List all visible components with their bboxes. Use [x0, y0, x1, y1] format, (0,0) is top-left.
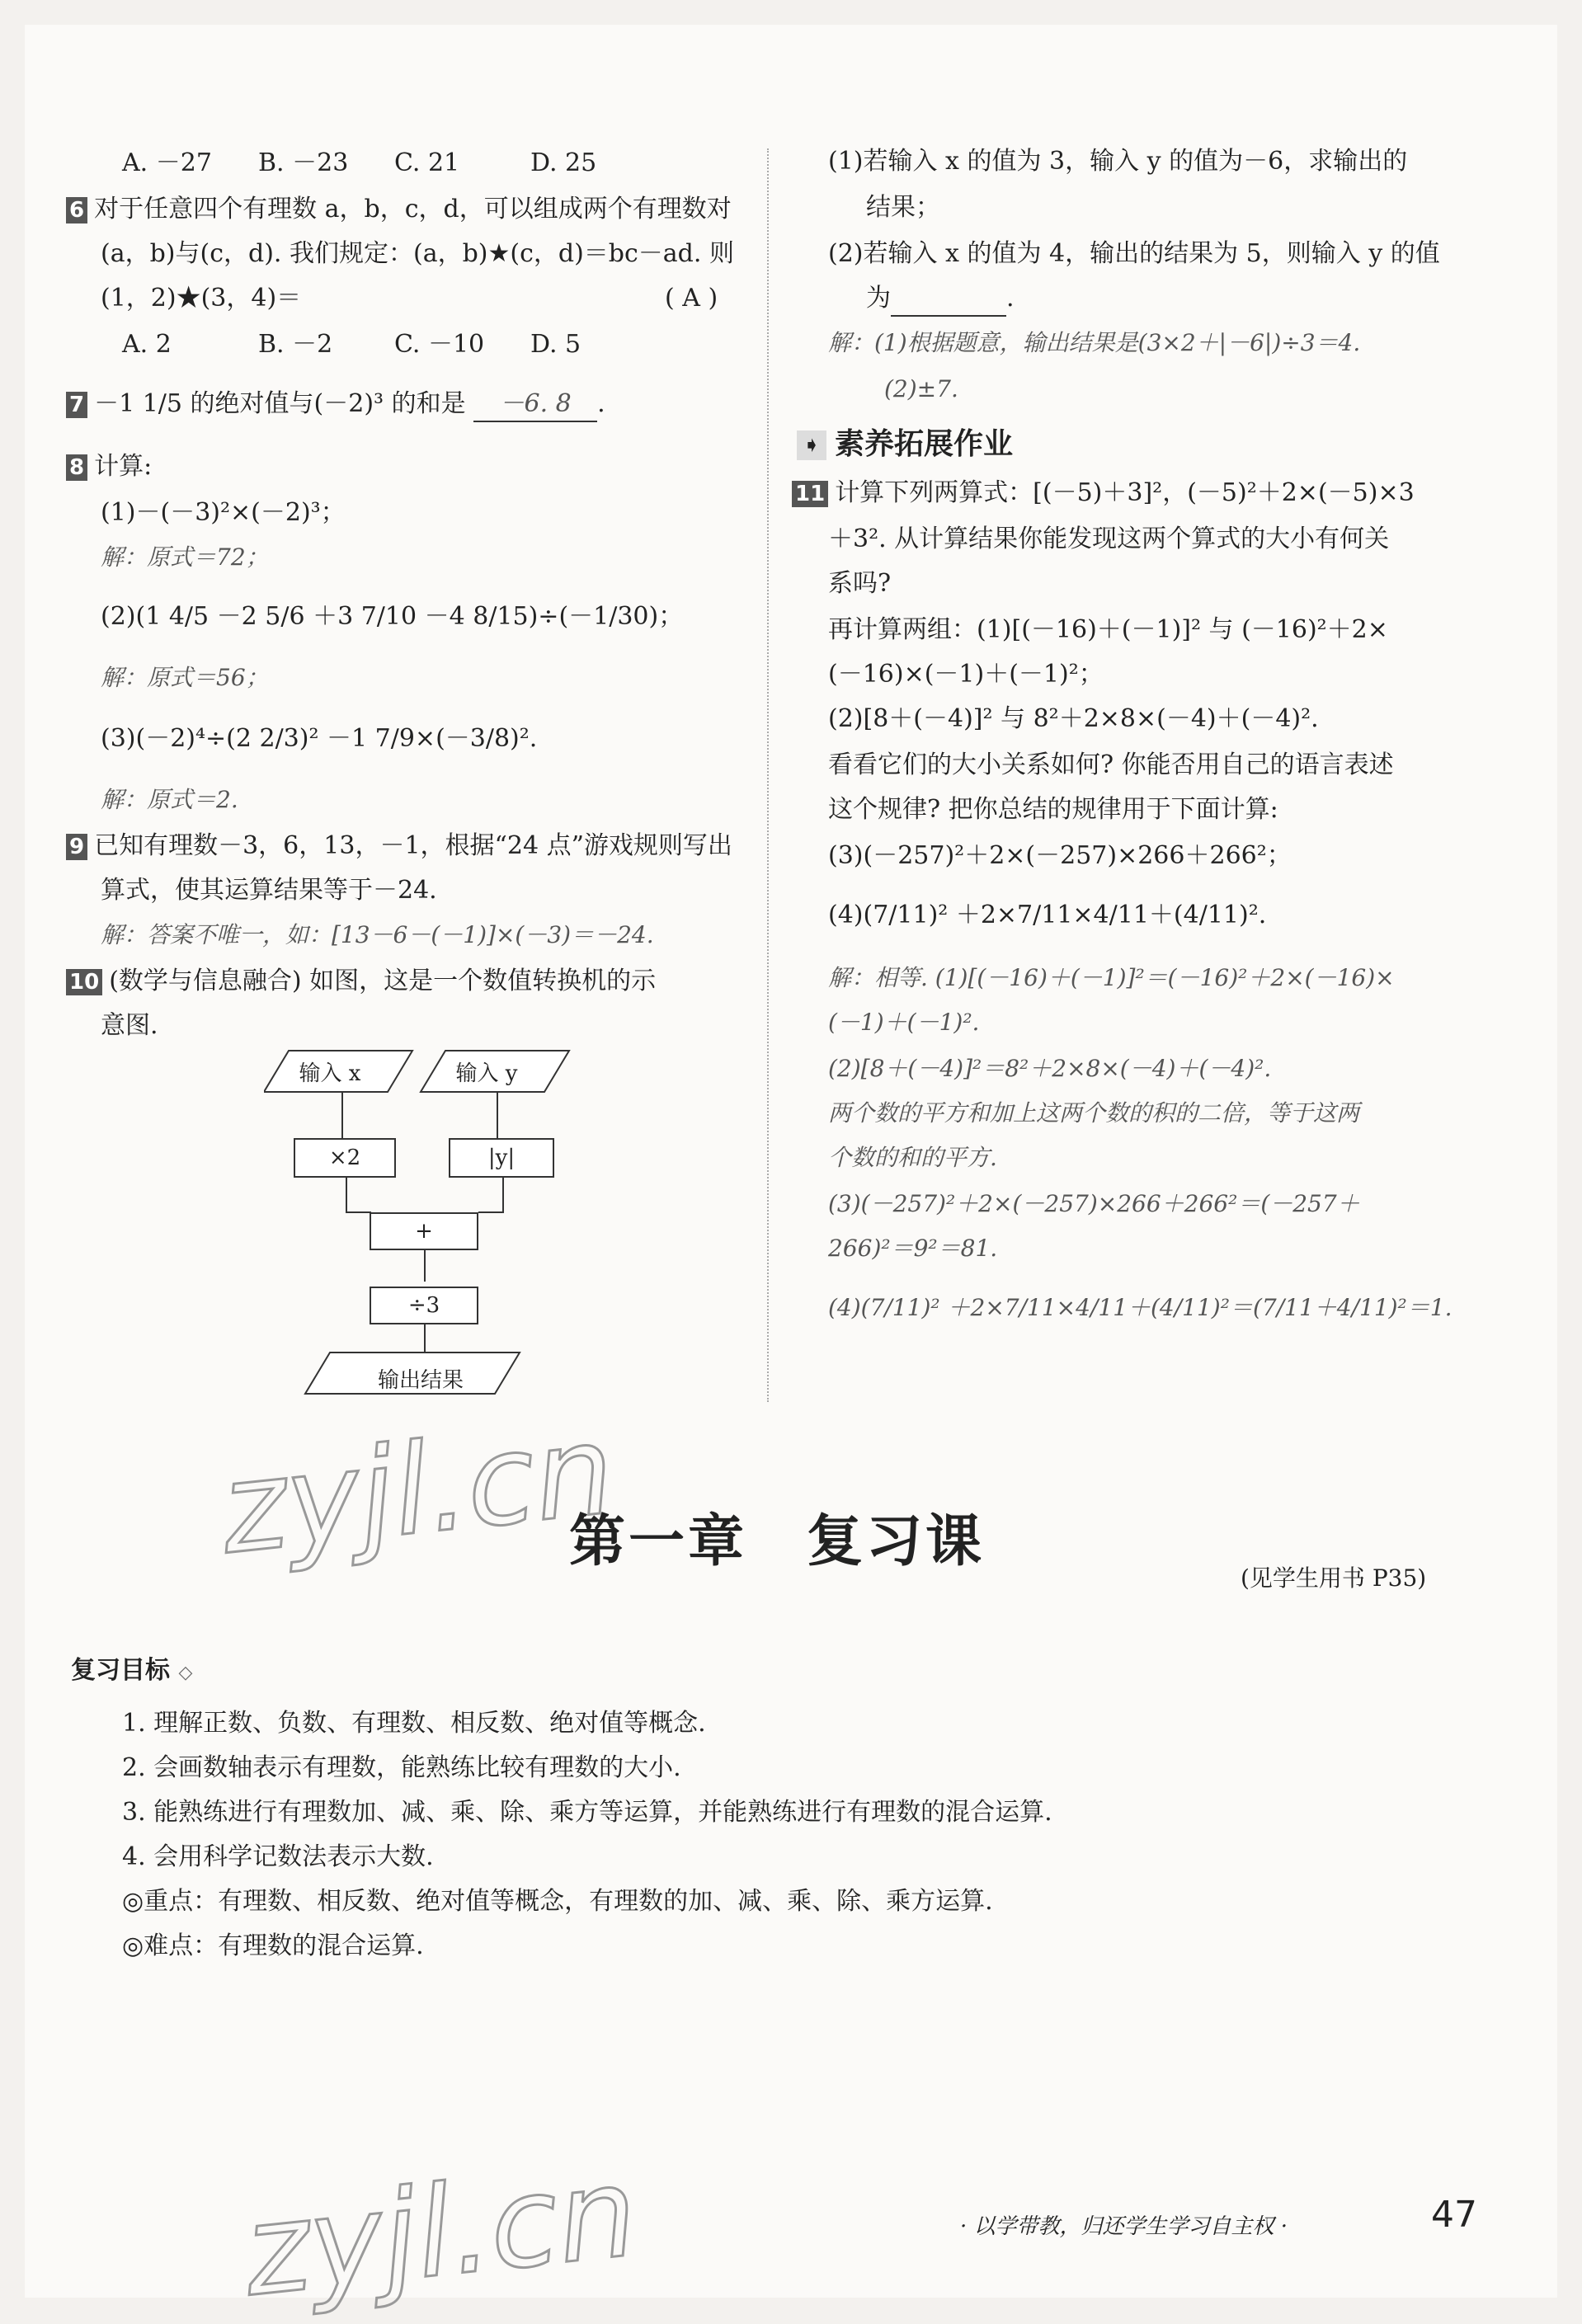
- q6-answer: ( A ): [665, 284, 718, 313]
- q10-line1: [66, 965, 656, 998]
- flow-times2-box: ×2: [294, 1138, 396, 1178]
- watermark-bottom: zyjl.cn: [238, 2140, 643, 2324]
- section-heading: [797, 421, 1013, 463]
- arrow-icon: ➧: [797, 430, 826, 460]
- column-divider: [767, 148, 769, 1402]
- flow-plus-box: +: [370, 1212, 478, 1250]
- chapter-ref: (见学生用书 P35): [1241, 1564, 1427, 1592]
- review-item-3: 3. 能熟练进行有理数加、减、乘、除、乘方等运算，并能熟练进行有理数的混合运算.: [122, 1798, 1052, 1827]
- review-heading: 复习目标: [71, 1656, 170, 1685]
- review-item-1: 1. 理解正数、负数、有理数、相反数、绝对值等概念.: [122, 1709, 706, 1738]
- q9-line2: 算式，使其运算结果等于－24.: [101, 876, 437, 905]
- q8-number: 8: [66, 454, 87, 481]
- q9-text1: 已知有理数－3，6，13，－1，根据“24 点”游戏规则写出: [94, 831, 732, 860]
- review-key: ◎重点：有理数、相反数、绝对值等概念，有理数的加、减、乘、除、乘方运算.: [122, 1887, 993, 1916]
- q11-l3: 系吗?: [828, 569, 892, 598]
- q11-l9: (3)(－257)²＋2×(－257)×266＋266²；: [828, 841, 1292, 870]
- flow-output: 输出结果: [377, 1368, 464, 1393]
- q8-sol1: 解：原式＝72；: [101, 543, 269, 571]
- watermark-top: zyjl.cn: [214, 1398, 620, 1583]
- q9-sol: 解：答案不唯一，如：[13－6－(－1)]×(－3)＝－24.: [101, 921, 654, 948]
- q6-line3: (1，2)★(3，4)＝: [101, 284, 302, 313]
- review-item-4: 4. 会用科学记数法表示大数.: [122, 1842, 434, 1871]
- q10-p2end: .: [1006, 284, 1015, 313]
- footer-motto: · 以学带教，归还学生学习自主权 ·: [960, 2214, 1288, 2239]
- section-title: 素养拓展作业: [835, 427, 1014, 461]
- flow-input-x: 输入 x: [299, 1061, 361, 1086]
- review-difficult: ◎难点：有理数的混合运算.: [122, 1931, 424, 1960]
- q11-l1: [792, 477, 1415, 510]
- review-item-2: 2. 会画数轴表示有理数，能熟练比较有理数的大小.: [122, 1753, 681, 1782]
- q11-s5: 个数的和的平方.: [828, 1144, 997, 1171]
- q8-title-line: [66, 450, 152, 483]
- page-number: 47: [1431, 2194, 1477, 2236]
- q5-option-a: A. －27: [122, 148, 212, 177]
- q10-number: 10: [66, 969, 102, 995]
- q8-part3: (3)(－2)⁴÷(2 2/3)² －1 7/9×(－3/8)².: [101, 724, 538, 753]
- flow-input-y: 输入 y: [455, 1061, 518, 1086]
- q10-line2: 意图.: [101, 1011, 158, 1040]
- q7-text: －1 1/5 的绝对值与(－2)³ 的和是: [94, 389, 466, 418]
- q6-text1: 对于任意四个有理数 a，b，c，d，可以组成两个有理数对: [94, 195, 732, 223]
- q5-options: [122, 147, 666, 180]
- q8-sol2: 解：原式＝56；: [101, 664, 269, 691]
- flow-abs-box: |y|: [449, 1138, 554, 1178]
- q7-number: 7: [66, 392, 87, 418]
- q11-s6: (3)(－257)²＋2×(－257)×266＋266²＝(－257＋: [828, 1190, 1360, 1217]
- chapter-title: 第一章 复习课: [569, 1508, 986, 1574]
- q11-s2: (－1)＋(－1)².: [828, 1009, 980, 1036]
- q6-options: [122, 328, 666, 361]
- q6-line1: [66, 193, 732, 226]
- q8-part1: (1)－(－3)²×(－2)³；: [101, 498, 346, 527]
- q10-sol2: (2)±7.: [884, 375, 958, 402]
- q10-p2a: (2)若输入 x 的值为 4，输出的结果为 5，则输入 y 的值: [828, 239, 1440, 268]
- q9-line1: [66, 830, 732, 863]
- q6-line2: (a，b)与(c，d). 我们规定：(a，b)★(c，d)＝bc－ad. 则: [101, 239, 734, 268]
- q11-l10: (4)(7/11)² ＋2×7/11×4/11＋(4/11)².: [828, 901, 1267, 929]
- q8-title: 计算:: [94, 452, 153, 481]
- q10-p2b-line: [866, 282, 1015, 317]
- q11-text1: 计算下列两算式：[(－5)＋3]²，(－5)²＋2×(－5)×3: [835, 478, 1415, 507]
- q11-l7: 看看它们的大小关系如何? 你能否用自己的语言表述: [828, 750, 1394, 779]
- q10-p1b: 结果；: [866, 193, 940, 222]
- q11-l4: 再计算两组：(1)[(－16)＋(－1)]² 与 (－16)²＋2×: [828, 615, 1388, 644]
- q6-option-b: B. －2: [258, 330, 333, 359]
- q7-answer: －6. 8: [473, 388, 597, 422]
- q6-option-d: D. 5: [530, 330, 581, 359]
- diamond-icon: ◇: [178, 1663, 193, 1683]
- q11-l5: (－16)×(－1)＋(－1)²；: [828, 660, 1104, 689]
- q7-end: .: [597, 389, 605, 418]
- q7-line: [66, 388, 605, 422]
- q6-option-c: C. －10: [394, 330, 485, 359]
- q9-number: 9: [66, 834, 87, 860]
- q11-s1: 解：相等. (1)[(－16)＋(－1)]²＝(－16)²＋2×(－16)×: [828, 964, 1395, 991]
- q5-option-b: B. －23: [258, 148, 349, 177]
- q10-p1a: (1)若输入 x 的值为 3，输入 y 的值为－6，求输出的: [828, 147, 1408, 176]
- review-heading-line: [71, 1654, 192, 1690]
- q10-sol1: 解：(1)根据题意，输出结果是(3×2＋|－6|)÷3＝4.: [828, 329, 1361, 356]
- q5-option-d: D. 25: [530, 148, 597, 177]
- q10-p2b: 为: [866, 284, 891, 313]
- q11-l8: 这个规律? 把你总结的规律用于下面计算:: [828, 795, 1278, 824]
- q5-option-c: C. 21: [394, 148, 460, 177]
- q6-option-a: A. 2: [122, 330, 172, 359]
- q11-s7: 266)²＝9²＝81.: [828, 1235, 998, 1262]
- q11-s4: 两个数的平方和加上这两个数的积的二倍，等于这两: [828, 1099, 1360, 1127]
- flow-div3-box: ÷3: [370, 1287, 478, 1324]
- q11-s8: (4)(7/11)² ＋2×7/11×4/11＋(4/11)²＝(7/11＋4/11)²＝1.: [828, 1294, 1453, 1321]
- q11-l2: ＋3². 从计算结果你能发现这两个算式的大小有何关: [828, 525, 1390, 553]
- q8-sol3: 解：原式＝2.: [101, 786, 238, 813]
- q11-l6: (2)[8＋(－4)]² 与 8²＋2×8×(－4)＋(－4)².: [828, 704, 1319, 733]
- q6-number: 6: [66, 197, 87, 223]
- q10-text1: (数学与信息融合) 如图，这是一个数值转换机的示: [109, 967, 657, 995]
- q8-part2: (2)(1 4/5 －2 5/6 ＋3 7/10 －4 8/15)÷(－1/30)；: [101, 602, 684, 631]
- q10-blank: [891, 282, 1006, 317]
- q11-s3: (2)[8＋(－4)]²＝8²＋2×8×(－4)＋(－4)².: [828, 1055, 1272, 1082]
- q11-number: 11: [792, 481, 828, 507]
